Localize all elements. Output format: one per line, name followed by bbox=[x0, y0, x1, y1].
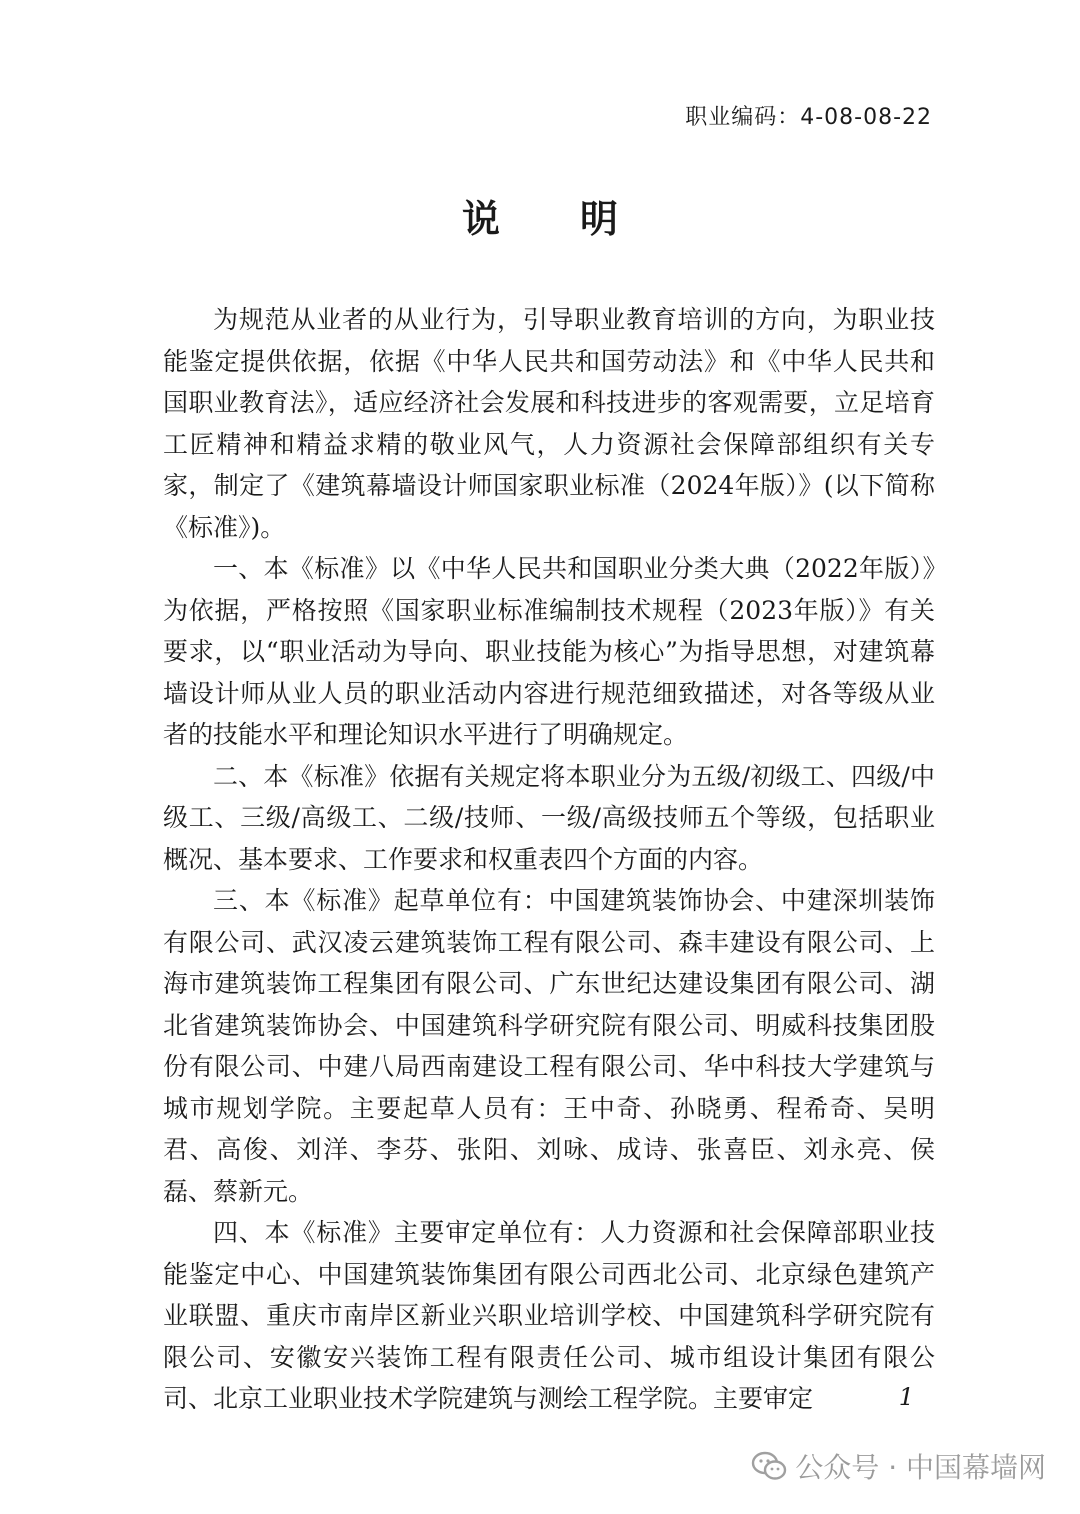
page-title: 说明 bbox=[461, 197, 698, 241]
page-number: 1 bbox=[898, 1383, 914, 1411]
watermark-text: 公众号 · 中国幕墙网 bbox=[795, 1451, 1046, 1484]
watermark bbox=[751, 1446, 1046, 1486]
paragraph-three: 三、本《标准》起草单位有：中国建筑装饰协会、中建深圳装饰有限公司、武汉凌云建筑装饰工程有限公司、森丰建设有限公司、上海市建筑装饰工程集团有限公司、广东世纪达建设集团有限公司、湖北省建筑装饰协会、中国建筑科学研究院有限公司、明威科技集团股份有限公司、中建八局西南建设工程有限公司、华中科技大学建筑与城市规划学院。主要起草人员有：王中奇、孙晓勇、程希奇、吴明君、高俊、刘洋、李芬、张阳、刘咏、成诗、张喜臣、刘永亮、侯磊、蔡新元。 bbox=[163, 886, 935, 1206]
paragraph-two: 二、本《标准》依据有关规定将本职业分为五级/初级工、四级/中级工、三级/高级工、二级/技师、一级/高级技师五个等级，包括职业概况、基本要求、工作要求和权重表四个方面的内容。 bbox=[163, 761, 935, 874]
wechat-icon bbox=[751, 1451, 787, 1481]
paragraph-intro: 为规范从业者的从业行为，引导职业教育培训的方向，为职业技能鉴定提供依据，依据《中华人民共和国劳动法》和《中华人民共和国职业教育法》，适应经济社会发展和科技进步的客观需要，立足培育工匠精神和精益求精的敬业风气，人力资源社会保障部组织有关专家，制定了《建筑幕墙设计师国家职业标准（2024年版）》(以下简称《标准》)。 bbox=[163, 305, 935, 542]
body-text bbox=[163, 299, 935, 1420]
paragraph-four: 四、本《标准》主要审定单位有：人力资源和社会保障部职业技能鉴定中心、中国建筑装饰集团有限公司西北公司、北京绿色建筑产业联盟、重庆市南岸区新业兴职业培训学校、中国建筑科学研究院有限公司、安徽安兴装饰工程有限责任公司、城市组设计集团有限公司、北京工业职业技术学院建筑与测绘工程学院。主要审定 bbox=[163, 1218, 935, 1413]
paragraph-one: 一、本《标准》以《中华人民共和国职业分类大典（2022年版）》为依据，严格按照《国家职业标准编制技术规程（2023年版）》有关要求，以“职业活动为导向、职业技能为核心”为指导思想，对建筑幕墙设计师从业人员的职业活动内容进行规范细致描述，对各等级从业者的技能水平和理论知识水平进行了明确规定。 bbox=[163, 554, 935, 749]
occupation-code: 职业编码：4-08-08-22 bbox=[685, 105, 932, 130]
